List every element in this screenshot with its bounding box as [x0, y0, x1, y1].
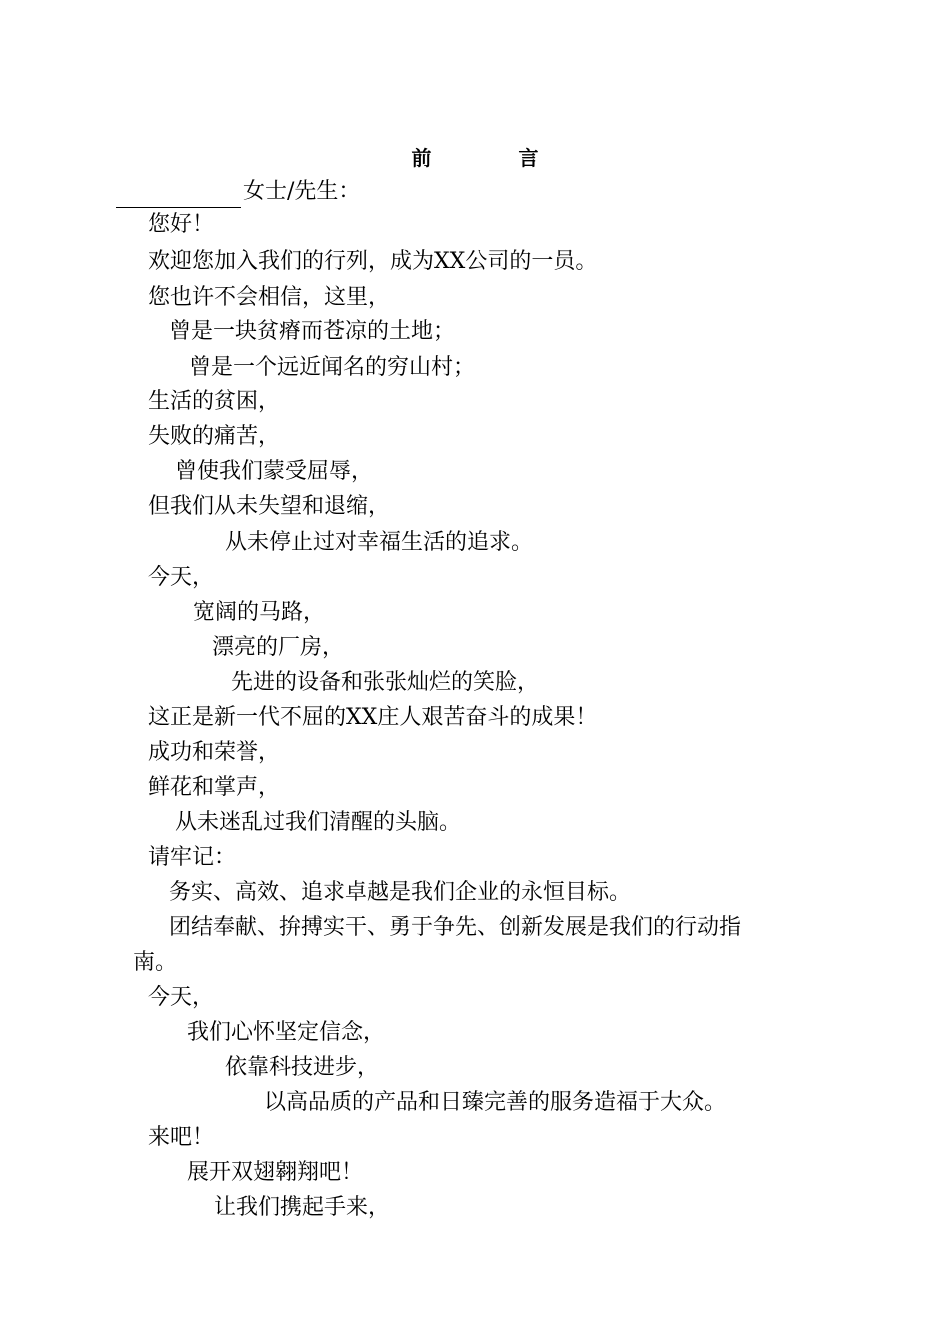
text-line: 以高品质的产品和日臻完善的服务造福于大众。: [264, 1090, 727, 1115]
page-title: [0, 145, 950, 171]
text-line: 曾是一个远近闻名的穷山村；: [189, 355, 476, 380]
text-line: 这正是新一代不屈的XX庄人艰苦奋斗的成果！: [148, 705, 598, 730]
salutation-line: [116, 176, 360, 208]
salutation-text: 女士/先生：: [243, 179, 361, 204]
text-line: 我们心怀坚定信念，: [187, 1020, 386, 1045]
text-line: 务实、高效、追求卓越是我们企业的永恒目标。: [169, 880, 632, 905]
text-line: 宽阔的马路，: [193, 600, 326, 625]
text-line: 但我们从未失望和退缩，: [148, 494, 391, 519]
text-line: 先进的设备和张张灿烂的笑脸，: [231, 670, 540, 695]
text-line: 今天，: [148, 985, 215, 1010]
text-line: 您好！: [148, 212, 215, 237]
text-line: 曾使我们蒙受屈辱，: [175, 459, 374, 484]
text-line: 今天，: [148, 565, 215, 590]
text-line: 依靠科技进步，: [225, 1055, 380, 1080]
text-line: 您也许不会相信，这里，: [148, 285, 391, 310]
text-line: 从未停止过对幸福生活的追求。: [225, 530, 534, 555]
text-line: 鲜花和掌声，: [148, 775, 281, 800]
text-line: 让我们携起手来，: [214, 1195, 391, 1220]
title-char-1: 前: [411, 146, 432, 170]
text-line: 来吧！: [148, 1125, 215, 1150]
text-line: 从未迷乱过我们清醒的头脑。: [175, 810, 462, 835]
text-line: 曾是一块贫瘠而苍凉的土地；: [169, 319, 456, 344]
text-line: 失败的痛苦，: [148, 424, 281, 449]
text-line: 生活的贫困，: [148, 389, 281, 414]
text-line: 漂亮的厂房，: [212, 635, 345, 660]
text-line: 请牢记：: [148, 845, 237, 870]
text-line: 展开双翅翱翔吧！: [187, 1160, 364, 1185]
text-line: 南。: [133, 950, 178, 975]
text-line: 欢迎您加入我们的行列，成为XX公司的一员。: [148, 249, 598, 274]
text-line: 团结奉献、拚搏实干、勇于争先、创新发展是我们的行动指: [169, 915, 742, 940]
name-blank: [116, 183, 241, 208]
text-line: 成功和荣誉，: [148, 740, 281, 765]
title-char-2: 言: [518, 146, 539, 170]
